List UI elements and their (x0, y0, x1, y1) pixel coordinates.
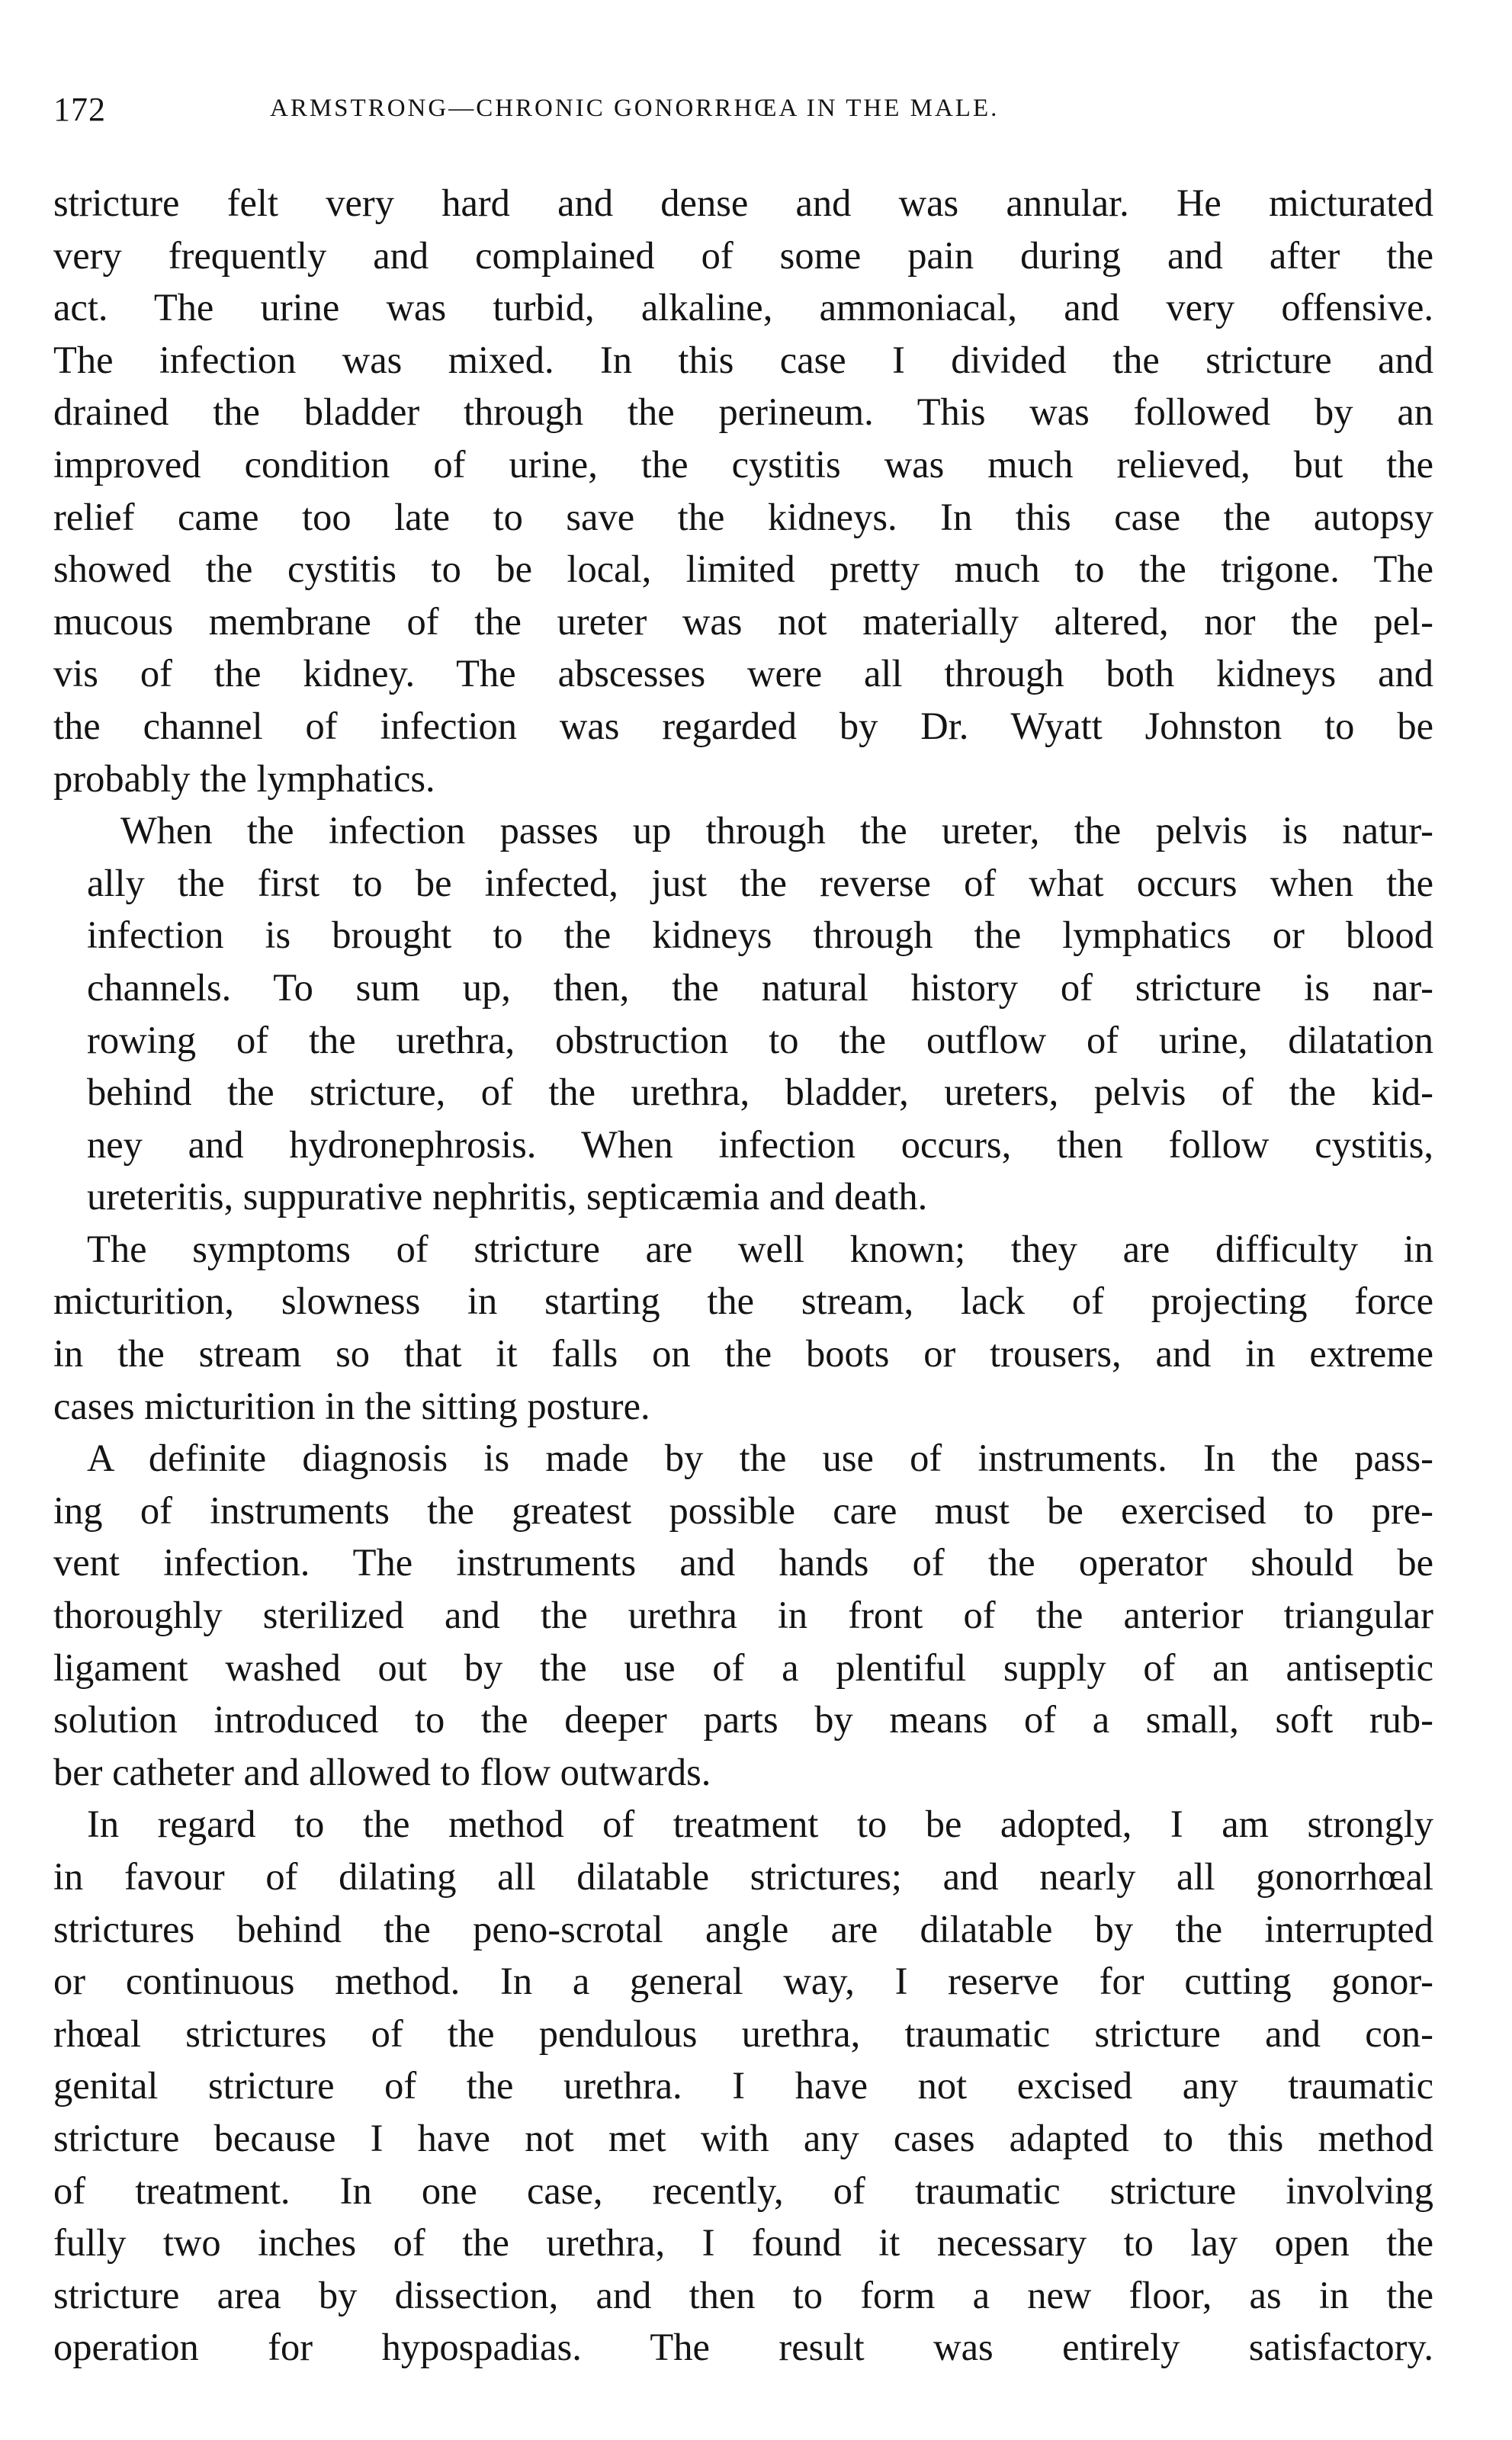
text-line: A definite diagnosis is made by the use of instruments. In the pass- (87, 1437, 1433, 1480)
text-line: ligament washed out by the use of a plentiful supply of an antiseptic (53, 1645, 1433, 1689)
text-line: channels. To sum up, then, the natural history of stricture is nar- (87, 965, 1433, 1009)
text-line: of treatment. In one case, recently, of traumatic stricture involving (53, 2169, 1433, 2212)
text-line: cases micturition in the sitting posture. (53, 1384, 650, 1427)
text-line: genital stricture of the urethra. I have not excised any traumatic (53, 2064, 1433, 2108)
text-line: stricture area by dissection, and then to form a new floor, as in the (53, 2273, 1433, 2316)
text-line: The infection was mixed. In this case I divided the stricture and (53, 338, 1433, 381)
text-line: ally the first to be infected, just the reverse of what occurs when the (87, 861, 1433, 904)
text-line: ing of instruments the greatest possible care must be exercised to pre- (53, 1488, 1433, 1532)
text-line: stricture felt very hard and dense and was annular. He micturated (53, 181, 1433, 224)
text-line: micturition, slowness in starting the stream, lack of projecting force (53, 1279, 1433, 1323)
text-line: in the stream so that it falls on the boots or trousers, and in extreme (53, 1332, 1433, 1376)
text-line: strictures behind the peno-scrotal angle are dilatable by the interrupted (53, 1907, 1433, 1950)
paragraph-2 (53, 804, 1433, 1223)
text-line: act. The urine was turbid, alkaline, ammoniacal, and very offensive. (53, 286, 1433, 329)
text-line: improved condition of urine, the cystitis was much relieved, but the (53, 442, 1433, 486)
text-line: ber catheter and allowed to flow outwards. (53, 1750, 711, 1793)
page-header (53, 90, 1212, 136)
paragraph-5 (53, 1798, 1433, 2374)
text-line: rowing of the urethra, obstruction to the outflow of urine, dilatation (87, 1018, 1433, 1061)
text-line: rhœal strictures of the pendulous urethra, traumatic stricture and con- (53, 2011, 1433, 2055)
running-head: ARMSTRONG—CHRONIC GONORRHŒA IN THE MALE. (270, 95, 1000, 122)
text-line: mucous membrane of the ureter was not materially altered, nor the pel- (53, 599, 1433, 643)
text-line: When the infection passes up through the ureter, the pelvis is natur- (120, 809, 1433, 852)
text-line: operation for hypospadias. The result was entirely satisfactory. (53, 2326, 1433, 2369)
paragraph-1 (53, 177, 1433, 804)
paragraph-4 (53, 1432, 1433, 1798)
text-line: relief came too late to save the kidneys. In this case the autopsy (53, 495, 1433, 538)
text-line: infection is brought to the kidneys through the lymphatics or blood (87, 913, 1433, 957)
text-line: vis of the kidney. The abscesses were all through both kidneys and (53, 652, 1433, 695)
text-line: vent infection. The instruments and hands of the operator should be (53, 1541, 1433, 1584)
text-line: in favour of dilating all dilatable strictures; and nearly all gonorrhœal (53, 1855, 1433, 1898)
paragraph-3 (53, 1223, 1433, 1432)
text-line: ureteritis, suppurative nephritis, septicæmia and death. (87, 1175, 928, 1218)
text-line: the channel of infection was regarded by Dr. Wyatt Johnston to be (53, 704, 1433, 747)
text-line: The symptoms of stricture are well known; they are difficulty in (87, 1227, 1433, 1270)
text-line: drained the bladder through the perineum. This was followed by an (53, 390, 1433, 434)
text-line: or continuous method. In a general way, I reserve for cutting gonor- (53, 1960, 1433, 2003)
text-line: thoroughly sterilized and the urethra in front of the anterior triangular (53, 1594, 1433, 1637)
text-line: fully two inches of the urethra, I found it necessary to lay open the (53, 2221, 1433, 2265)
text-line: stricture because I have not met with any cases adapted to this method (53, 2116, 1433, 2159)
text-line: solution introduced to the deeper parts by means of a small, soft rub- (53, 1698, 1433, 1742)
text-line: very frequently and complained of some pain during and after the (53, 233, 1433, 277)
text-line: showed the cystitis to be local, limited pretty much to the trigone. The (53, 547, 1433, 591)
text-line: behind the stricture, of the urethra, bladder, ureters, pelvis of the kid- (87, 1071, 1433, 1114)
body-text (53, 177, 1433, 2388)
text-line: In regard to the method of treatment to be adopted, I am strongly (87, 1803, 1433, 1846)
text-line: probably the lymphatics. (53, 756, 435, 800)
page-number: 172 (53, 91, 106, 128)
text-line: ney and hydronephrosis. When infection occurs, then follow cystitis, (87, 1122, 1433, 1166)
